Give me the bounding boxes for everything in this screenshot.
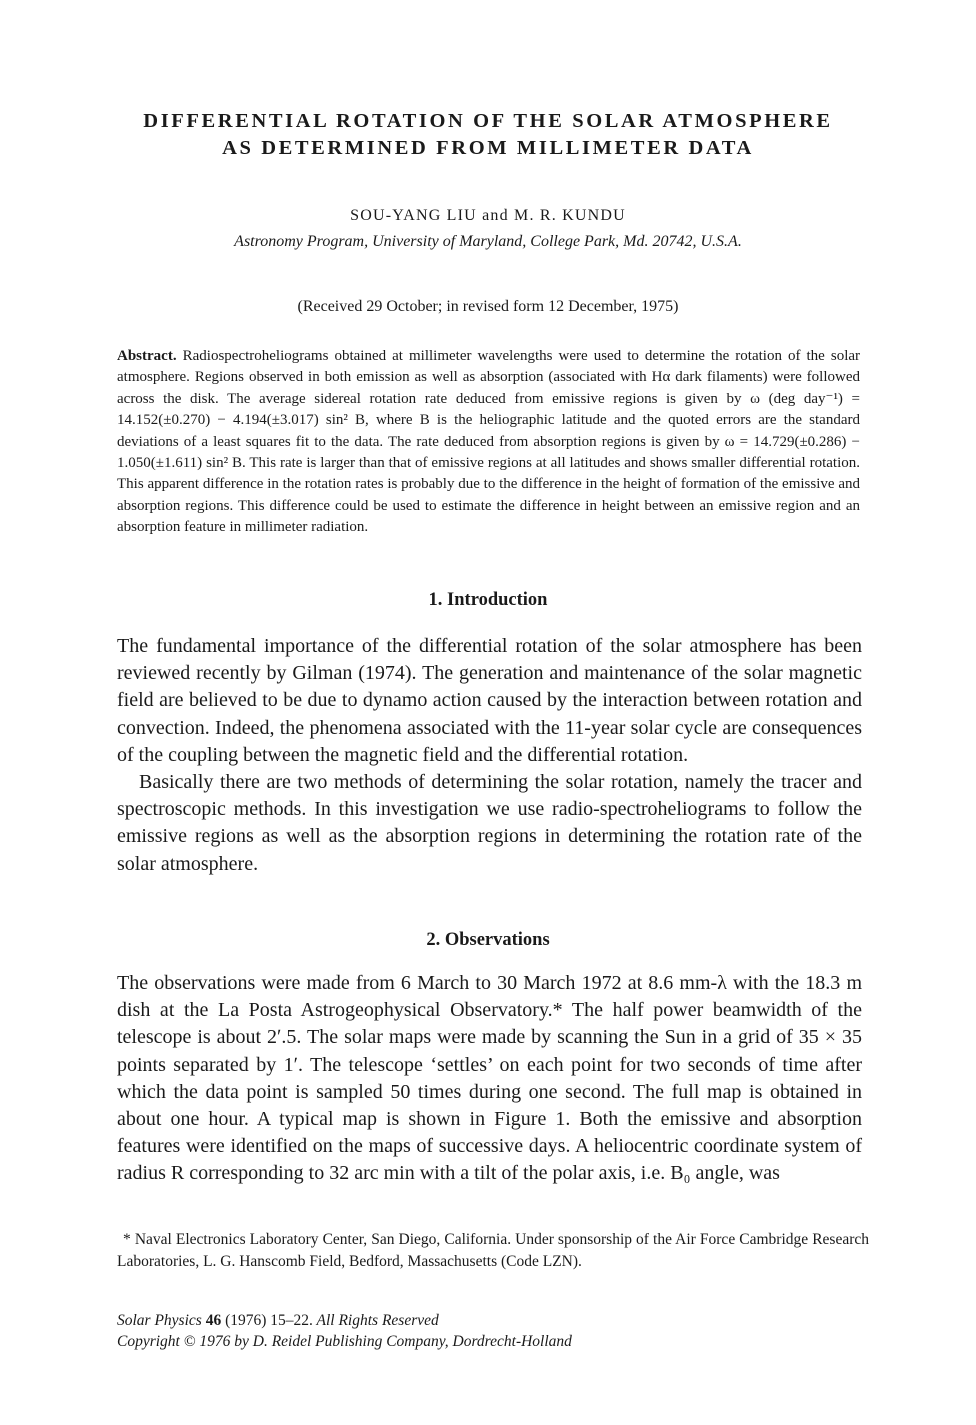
section-heading-introduction: 1. Introduction [428, 590, 548, 610]
journal-volume: 46 [205, 1312, 222, 1329]
footnote: * Naval Electronics Laboratory Center, San Diego, California. Under sponsorship of the Air Force Cambridge Research Laboratories, L. G. Hanscomb Field, Bedford, Massachusetts (Code LZN). [117, 1231, 869, 1270]
journal-year-pages: (1976) 15–22. [225, 1312, 313, 1329]
authors: SOU-YANG LIU and M. R. KUNDU [350, 207, 626, 224]
journal-name: Solar Physics [117, 1312, 202, 1329]
journal-citation [117, 1310, 572, 1331]
abstract-label: Abstract. [117, 348, 177, 364]
section-heading-observations: 2. Observations [426, 930, 550, 950]
paper-title [60, 108, 916, 162]
intro-paragraph-1: The fundamental importance of the differential rotation of the solar atmosphere has been reviewed recently by Gilman (1974). The generation and maintenance of the solar magnetic field are believed to be due to dynamo action caused by the interaction between rotation and convection. Indeed, the phenomena associated with the 11-year solar cycle are consequences of the coupling between the magnetic field and the differential rotation. [117, 635, 862, 766]
introduction-body [117, 633, 862, 878]
journal-copyright: Copyright © 1976 by D. Reidel Publishing Company, Dordrecht-Holland [117, 1333, 572, 1350]
observations-body [117, 970, 862, 1188]
affiliation: Astronomy Program, University of Maryland, College Park, Md. 20742, U.S.A. [234, 233, 742, 250]
journal-rights: All Rights Reserved [316, 1312, 439, 1329]
title-line-2: AS DETERMINED FROM MILLIMETER DATA [222, 137, 754, 159]
journal-info [117, 1310, 572, 1352]
abstract [117, 346, 860, 539]
obs-paragraph-1: The observations were made from 6 March to 30 March 1972 at 8.6 mm-λ with the 18.3 m dish at the La Posta Astrogeophysical Observatory.* The half power beamwidth of the telescope is about 2ʹ.5. The solar maps were made by scanning the Sun in a grid of 35 × 35 points separated by 1ʹ. The telescope ‘settles’ on each point for two seconds of time after which the data point is sampled 50 times during one second. The full map is obtained in about one hour. A typical map is shown in Figure 1. Both the emissive and absorption features were identified on the maps of successive days. A heliocentric coordinate system of radius R corresponding to 32 arc min with a tilt of the polar axis, i.e. B₀ angle, was [117, 972, 862, 1185]
received-date: (Received 29 October; in revised form 12 December, 1975) [297, 298, 679, 315]
intro-paragraph-2: Basically there are two methods of determining the solar rotation, namely the tracer and spectroscopic methods. In this investigation we use radio-spectroheliograms to follow the emissive regions as well as the absorption regions in determining the rotation rate of the solar atmosphere. [117, 771, 862, 875]
abstract-text: Radiospectroheliograms obtained at millimeter wavelengths were used to determine the rotation of the solar atmosphere. Regions observed in both emission as well as absorption (associated with Hα dark filaments) were followed across the disk. The average sidereal rotation rate deduced from emissive regions is given by ω (deg day⁻¹) = 14.152(±0.270) − 4.194(±3.017) sin² B, where B is the heliographic latitude and the quoted errors are the standard deviations of a least squares fit to the data. The rate deduced from absorption regions is given by ω = 14.729(±0.286) − 1.050(±1.611) sin² B. This rate is larger than that of emissive regions at all latitudes and shows smaller differential rotation. This apparent difference in the rotation rates is probably due to the difference in the height of formation of the emissive and absorption regions. This difference could be used to estimate the difference in height between an emissive region and an absorption feature in millimeter radiation. [117, 348, 861, 536]
title-line-1: DIFFERENTIAL ROTATION OF THE SOLAR ATMOSPHERE [143, 110, 833, 132]
